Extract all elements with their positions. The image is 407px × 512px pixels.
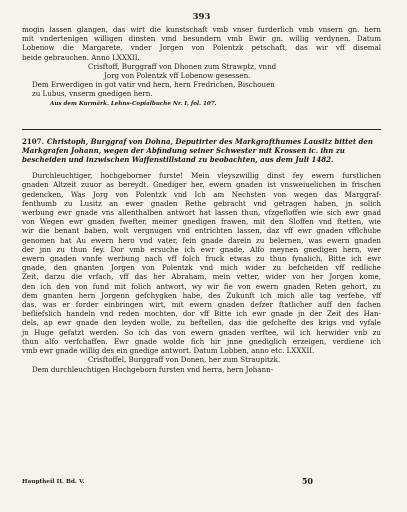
text-line: das, was er forder einbringen wirt, mit ewern gnaden defzer ftatlicher auff den fachen xyxy=(22,300,381,310)
text-line: mit vndertenigen willigen dinsten vmd besundern vmb Ewir gn. willig verdynen. Datum xyxy=(22,34,381,44)
section-divider xyxy=(22,129,381,130)
address-line: Dem Erwerdigen in got vatir vnd hern, hern Fredrichen, Bischouen xyxy=(32,80,275,90)
text-line: Zeit, darzu die vrfach, vff das her Abraham, mein vetter, wider von her Jorgen kome, xyxy=(22,272,381,282)
letter-top-block xyxy=(22,25,381,107)
text-line: mogin lassen glangen, das wirt die kunstschaft vmb vnser furderlich vmb vnsern gn. hern xyxy=(22,25,381,34)
text-line: von Wegen ewr gnaden fwefter, meiner gnedigen frawen, mit den Sloffen vnd ftetten, wie xyxy=(22,217,381,227)
text-line: beide gebrauchen. Anno LXXXII. xyxy=(22,52,140,62)
text-line: Lobenow die Margarete, vnder Jorgen von Polentzk petschaft, das wir vff disemal xyxy=(22,43,381,53)
text-line: der jnn zu thun fey. Dor vmb ersuche ich ewr gnade, Alfo meynen gnedigen hern, wer xyxy=(22,244,381,254)
text-line: gedencken, Was Jorg von Polentzk vnd Ich am Nechsten von wegen das Marggraf- xyxy=(22,189,381,199)
text-line: werbung ewr gnade vns allenthalben antwort hat lassen thun, vfzgefloffen wie sich ewr gnad xyxy=(22,208,381,218)
document-number: 2107. xyxy=(22,136,44,146)
text-line: gnade, den gnanten Jorgen von Polentzk vnd mich wider zu befcheiden vff redliche xyxy=(22,263,381,273)
signature-line: Jorg von Polentzk vff Lobenow gesessen. xyxy=(104,71,251,81)
text-line: ewern gnaden vnnfe werbung nach vff folch fruck etwas zu thun fynalich, Bitte ich ewr xyxy=(22,254,381,264)
text-line: dem gnanten hern Jorgenn gefchygken habe, des Zukunft ich mich alle tag verfehe, vff xyxy=(22,290,381,300)
text-line: genomen hat Au ewern hero vnd vater, fein gnade darein zu belernen, was ewern gnaden xyxy=(22,235,381,245)
address-line: Dem durchleuchtigen Hochgeborn fursten vnd herra, hern Johann- xyxy=(32,364,274,374)
signature-line: Crisftoff, Burggraff von Dhonen zum Strawptz, vnnd xyxy=(88,61,277,71)
text-line: befliefslich handeln vnd reden mochten, dor vff Bitte ich ewr gnade jn der Zeit des Han- xyxy=(22,309,381,319)
source-note: Aus dem Kurmärk. Lehns-Copialbuche Nr. I, fol. 107. xyxy=(50,100,217,107)
text-line: den ich den von fund mit folich antwort, wy wir fie von ewern gnaden Reten gehort, zu xyxy=(22,281,381,291)
address-line: zu Lubus, vnserm gnedigen hern. xyxy=(32,89,153,99)
text-line: gnaden Altzeit zuuor as bereydt. Gnediger her, ewern gnaden ist vnsweiuelichen in frischen xyxy=(22,180,381,190)
text-line: dels, ap ewr gnade den leyden wolle, zu beftellen, das die gefchefte des krigs vnd vyfale xyxy=(22,318,381,328)
text-line: wir die benant baben, wolt vergnugen vnd entrichten lassen, daz vff ewr gnaden vfflchube xyxy=(22,226,381,236)
volume-signature: Hauptheil II. Bd. V. xyxy=(22,479,85,485)
page-number: 393 xyxy=(192,12,211,22)
text-line: jn Huge gefatzt werden. So ich das von ewern gnaden verftee, wil ich herwider vnb zu xyxy=(22,327,381,337)
signature-line: Crisftoffel, Burggraff von Donen, her zum Straupitzk. xyxy=(88,355,281,365)
document-heading xyxy=(22,137,381,165)
document-summary: Christoph, Burggraf von Dohna, Deputirter des Markgrafthumes Lausitz bittet den Markgrafen Johann, wegen der Abfindung seiner Schwester mit Krossen ic. ihn zu bescheiden und inzwischen Waffenstillstand zu beobachten, aus dem Juli 1482. xyxy=(22,136,373,165)
letter-body xyxy=(22,171,381,373)
text-line: fenthumb zu Lusitz an ewer gnaden Rethe gebracht vnd getragen haben, jn solich xyxy=(22,198,381,208)
text-line: Durchleuchtiger, hochgeborner furste! Mein vleyszwillig dinst fey ewern furstlichen xyxy=(32,171,381,181)
text-line: thun alfo verfchaffen. Ewr gnade wolde fich hir jnne gnediglich erzeigen, verdiene ich xyxy=(22,336,381,346)
text-line: vmb ewr gnade willig des ein gnedige antwort. Datum Lobben, anno etc. LXXXII. xyxy=(22,346,315,356)
sheet-number: 50 xyxy=(301,476,313,486)
